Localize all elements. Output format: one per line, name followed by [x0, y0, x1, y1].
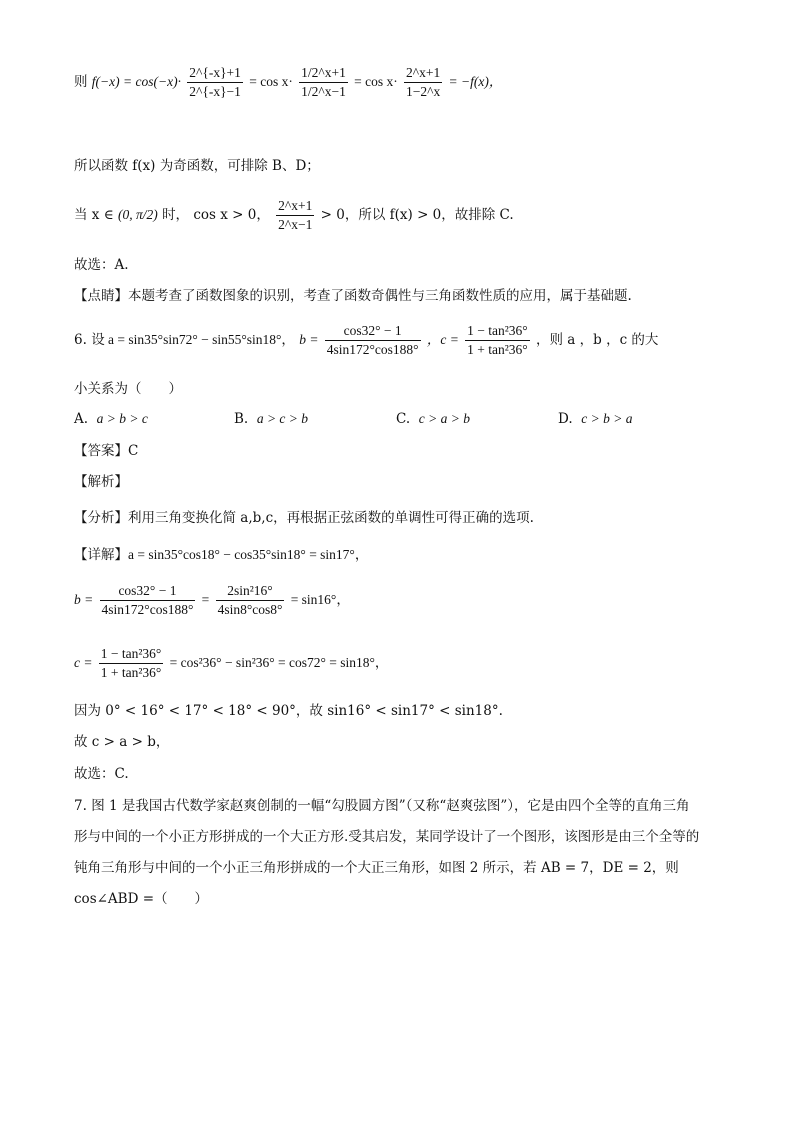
option-label: A. — [74, 411, 89, 427]
q6-c-den: 1 + tan²36° — [467, 342, 528, 357]
q6-line2: 小关系为（ ） — [74, 381, 182, 397]
q6-b-num: cos32° − 1 — [325, 322, 421, 341]
q6-so: 故 c > a > b， — [74, 734, 170, 750]
odd-function-line: 所以函数 f(x) 为奇函数，可排除 B、D； — [74, 158, 320, 174]
q6-c-num: 1 − tan²36° — [465, 322, 530, 341]
when-frac — [276, 197, 314, 234]
q6-detail-b — [74, 582, 350, 619]
detail-a-text: a = sin35°cos18° − cos35°sin18° = sin17°， — [128, 547, 369, 562]
q6-option-a[interactable] — [74, 409, 148, 429]
option-label: B. — [234, 411, 249, 427]
q6-text-a: 设 a = sin35°sin72° − sin55°sin18°， — [91, 332, 295, 347]
q7-line1 — [74, 796, 689, 816]
intro-frac3-num: 2^x+1 — [404, 64, 442, 83]
q6-analysis-tag: 【解析】 — [74, 474, 128, 490]
detail-b-frac2 — [216, 582, 285, 619]
q6-stem — [74, 322, 658, 359]
q7-line1-text: 图 1 是我国古代数学家赵爽创制的一幅“勾股圆方图”（又称“赵爽弦图”），它是由四个全等的直角三角 — [91, 798, 690, 814]
answer-value: C — [128, 443, 139, 459]
intro-nested-num-frac: 1/2^x — [301, 65, 332, 80]
q6-detail-a — [74, 545, 368, 565]
option-label: C. — [396, 411, 411, 427]
option-value: a > c > b — [256, 411, 309, 426]
q6-c-frac — [465, 322, 530, 359]
q6-choose: 故选：C. — [74, 766, 129, 782]
q7-line4: cos∠ABD =（ ） — [74, 891, 209, 907]
comment-line — [74, 286, 632, 306]
choose-a: 故选：A. — [74, 257, 129, 273]
q7-line3: 钝角三角形与中间的一个小正三角形拼成的一个大正三角形，如图 2 所示，若 AB = 7，DE = 2，则 — [74, 860, 679, 876]
detail-b-eq: = — [201, 592, 210, 607]
intro-equation — [74, 64, 502, 101]
intro-frac1-num: 2^{-x}+1 — [187, 64, 243, 83]
q7-number: 7. — [74, 798, 87, 814]
q6-b-den: 4sin172°cos188° — [326, 342, 419, 357]
q6-fenxi — [74, 508, 534, 528]
intro-frac3-den: 1−2^x — [406, 84, 441, 99]
detail-b-num2: 2sin²16° — [216, 582, 285, 601]
when-frac-den: 2^x−1 — [278, 217, 313, 232]
detail-b-num1: cos32° − 1 — [100, 582, 196, 601]
detail-b-label: b = — [74, 592, 94, 607]
fenxi-text: 利用三角变换化简 a,b,c，再根据正弦函数的单调性可得正确的选项. — [128, 510, 534, 526]
intro-nested-den-minus: −1 — [331, 84, 346, 99]
option-value: c > b > a — [581, 411, 633, 426]
detail-tag: 【详解】 — [74, 547, 128, 563]
intro-frac1 — [187, 64, 243, 101]
detail-c-frac — [99, 645, 164, 682]
when-line — [74, 197, 514, 234]
q6-detail-c — [74, 645, 388, 682]
q6-option-b[interactable] — [234, 409, 308, 429]
intro-frac1-den: 2^{-x}−1 — [189, 84, 241, 99]
q6-because: 因为 0° < 16° < 17° < 18° < 90°，故 sin16° < sin17° < sin18°. — [74, 703, 503, 719]
fenxi-tag: 【分析】 — [74, 510, 128, 526]
q6-b-label: b = — [299, 332, 319, 347]
q6-option-d[interactable] — [558, 409, 632, 429]
detail-c-end: = cos²36° − sin²36° = cos72° = sin18°， — [169, 655, 389, 670]
when-mid2: > 0，所以 f(x) > 0，故排除 C. — [320, 207, 514, 223]
q6-options — [74, 409, 734, 429]
intro-eq-mid2: = cos x· — [354, 74, 398, 89]
q6-b-frac — [325, 322, 421, 359]
intro-eq-mid1: = cos x· — [249, 74, 293, 89]
when-interval: (0, π/2) — [118, 207, 158, 222]
intro-eq-left: f(−x) = cos(−x)· — [91, 74, 181, 89]
intro-nested-den — [299, 83, 348, 101]
option-value: a > b > c — [96, 411, 148, 426]
detail-b-den2: 4sin8°cos8° — [217, 602, 283, 617]
detail-c-den: 1 + tan²36° — [100, 665, 162, 680]
detail-c-num: 1 − tan²36° — [99, 645, 164, 664]
detail-c-label: c = — [74, 655, 93, 670]
answer-tag: 【答案】 — [74, 443, 128, 459]
q6-option-c[interactable] — [396, 409, 470, 429]
intro-nested-num — [299, 64, 348, 83]
intro-nested-frac — [299, 64, 348, 101]
intro-frac3 — [404, 64, 442, 101]
detail-b-den1: 4sin172°cos188° — [101, 602, 194, 617]
intro-eq-end: = −f(x)， — [448, 74, 503, 89]
q6-number: 6. — [74, 332, 87, 348]
intro-nested-num-plus: +1 — [331, 65, 346, 80]
comment-text: 本题考查了函数图象的识别，考查了函数奇偶性与三角函数性质的应用，属于基础题. — [128, 288, 632, 304]
detail-b-end: = sin16°， — [290, 592, 350, 607]
q7-line2: 形与中间的一个小正方形拼成的一个大正方形.受其启发，某同学设计了一个图形，该图形是由三个全等的 — [74, 829, 700, 845]
q6-answer — [74, 441, 138, 461]
intro-nested-den-frac: 1/2^x — [301, 84, 332, 99]
intro-prefix: 则 — [74, 74, 88, 90]
when-frac-num: 2^x+1 — [276, 197, 314, 216]
when-start: 当 x ∈ — [74, 207, 114, 223]
when-mid1: 时， cos x > 0， — [162, 207, 270, 223]
q6-tail: ，则 a ，b ，c 的大 — [536, 332, 659, 348]
detail-b-frac1 — [100, 582, 196, 619]
option-label: D. — [558, 411, 573, 427]
comment-tag: 【点睛】 — [74, 288, 128, 304]
q6-c-label: ，c = — [426, 332, 459, 347]
option-value: c > a > b — [418, 411, 470, 426]
